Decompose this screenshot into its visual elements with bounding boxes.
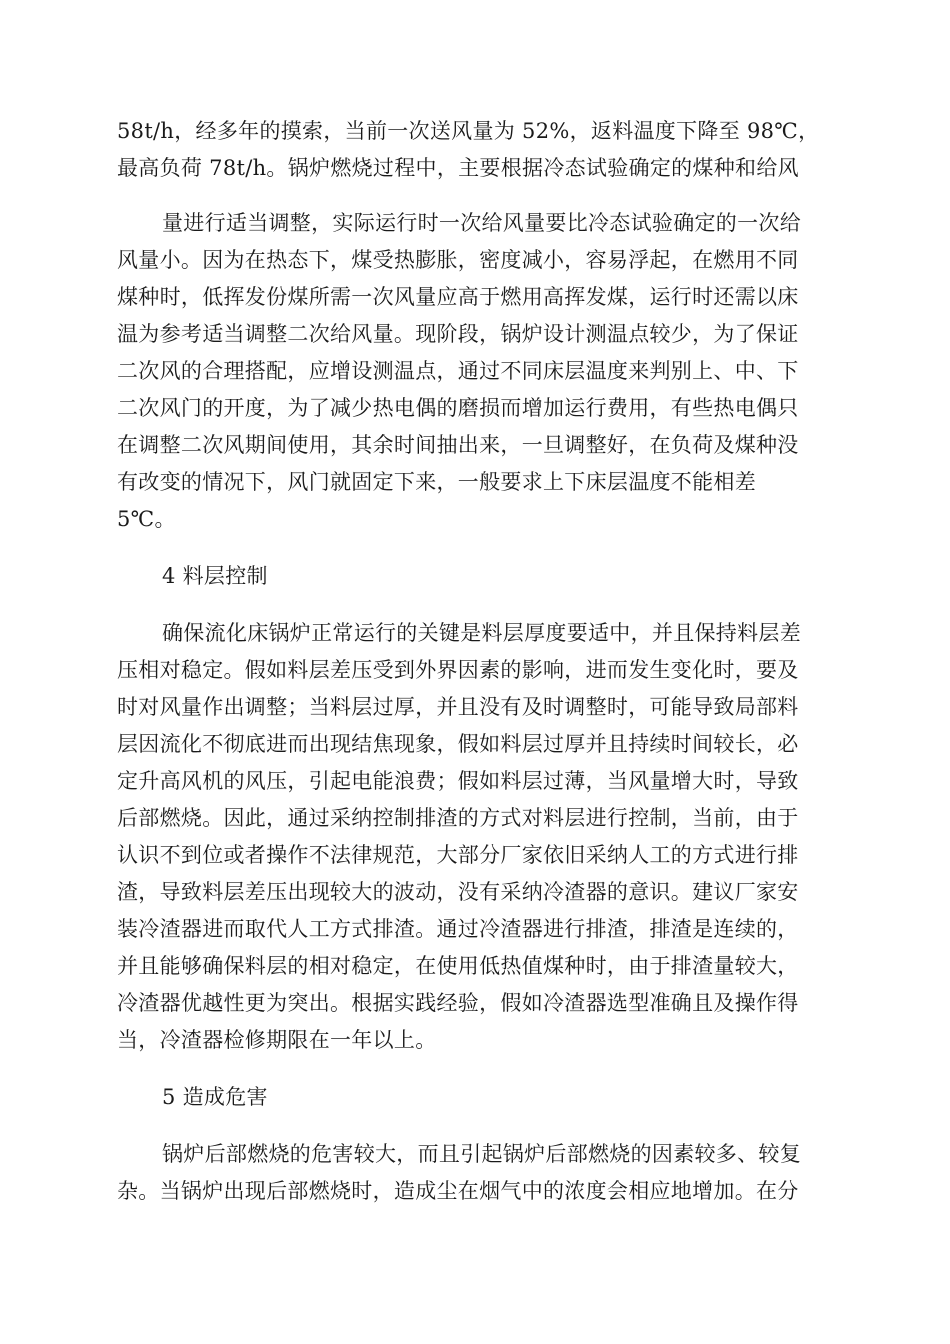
text-line: 最高负荷 78t/h。锅炉燃烧过程中，主要根据冷态试验确定的煤种和给风	[117, 156, 799, 180]
text-line: 压相对稳定。假如料层差压受到外界因素的影响，进而发生变化时，要及	[117, 658, 799, 682]
text-line: 风量小。因为在热态下，煤受热膨胀，密度减小，容易浮起，在燃用不同	[117, 248, 799, 272]
text-line: 有改变的情况下，风门就固定下来，一般要求上下床层温度不能相差	[117, 470, 756, 494]
text-line: 确保流化床锅炉正常运行的关键是料层厚度要适中，并且保持料层差	[162, 621, 801, 645]
text-line: 在调整二次风期间使用，其余时间抽出来，一旦调整好，在负荷及煤种没	[117, 433, 799, 457]
section-heading: 5 造成危害	[162, 1085, 268, 1109]
text-line: 当，冷渣器检修期限在一年以上。	[117, 1028, 437, 1052]
text-line: 后部燃烧。因此，通过采纳控制排渣的方式对料层进行控制，当前，由于	[117, 806, 799, 830]
text-line: 58t/h，经多年的摸索，当前一次送风量为 52%，返料温度下降至 98℃，	[117, 119, 820, 143]
text-line: 装冷渣器进而取代人工方式排渣。通过冷渣器进行排渣，排渣是连续的，	[117, 917, 799, 941]
text-line: 量进行适当调整，实际运行时一次给风量要比冷态试验确定的一次给	[162, 211, 801, 235]
text-line: 煤种时，低挥发份煤所需一次风量应高于燃用高挥发煤，运行时还需以床	[117, 285, 799, 309]
text-line: 5℃。	[117, 507, 176, 531]
section-heading: 4 料层控制	[162, 564, 268, 588]
text-line: 渣，导致料层差压出现较大的波动，没有采纳冷渣器的意识。建议厂家安	[117, 880, 799, 904]
text-line: 锅炉后部燃烧的危害较大，而且引起锅炉后部燃烧的因素较多、较复	[162, 1142, 801, 1166]
text-line: 二次风门的开度，为了减少热电偶的磨损而增加运行费用，有些热电偶只	[117, 396, 799, 420]
text-line: 二次风的合理搭配，应增设测温点，通过不同床层温度来判别上、中、下	[117, 359, 799, 383]
text-line: 并且能够确保料层的相对稳定，在使用低热值煤种时，由于排渣量较大，	[117, 954, 799, 978]
text-line: 层因流化不彻底进而出现结焦现象，假如料层过厚并且持续时间较长，必	[117, 732, 799, 756]
text-line: 温为参考适当调整二次给风量。现阶段，锅炉设计测温点较少，为了保证	[117, 322, 799, 346]
text-line: 时对风量作出调整；当料层过厚，并且没有及时调整时，可能导致局部料	[117, 695, 799, 719]
text-line: 认识不到位或者操作不法律规范，大部分厂家依旧采纳人工的方式进行排	[117, 843, 799, 867]
text-line: 杂。当锅炉出现后部燃烧时，造成尘在烟气中的浓度会相应地增加。在分	[117, 1179, 799, 1203]
text-line: 定升高风机的风压，引起电能浪费；假如料层过薄，当风量增大时，导致	[117, 769, 799, 793]
text-line: 冷渣器优越性更为突出。根据实践经验，假如冷渣器选型准确且及操作得	[117, 991, 799, 1015]
